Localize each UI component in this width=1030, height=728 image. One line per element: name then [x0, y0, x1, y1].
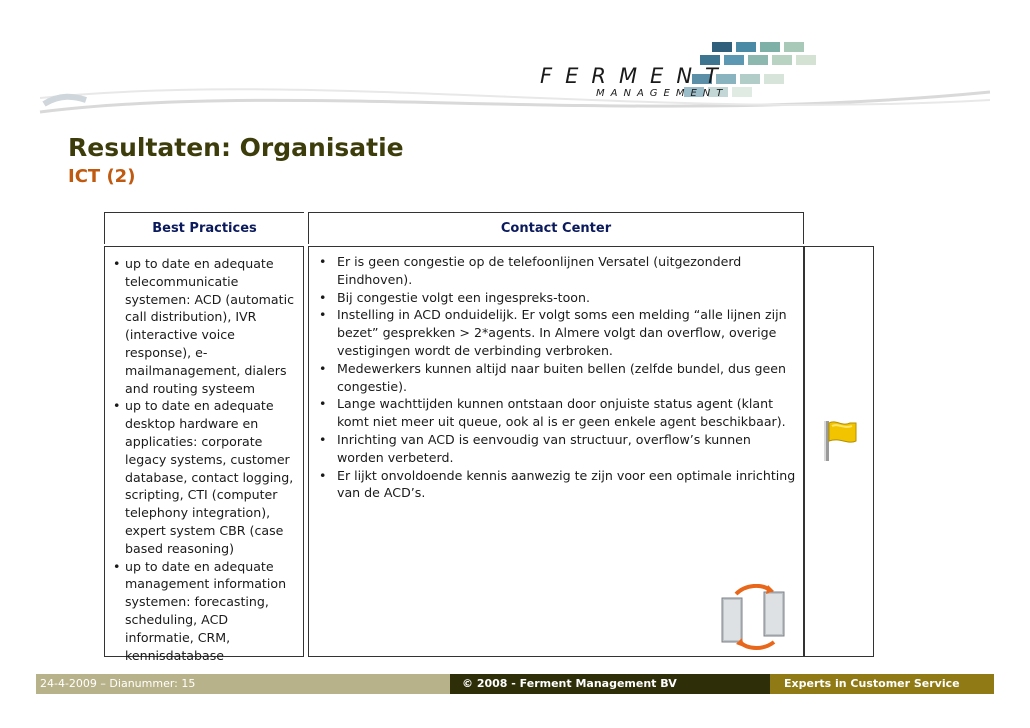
logo-tagline: MANAGEMENT: [596, 88, 729, 99]
best-practice-item: • up to date en adequate management information systemen: forecasting, scheduling, ACD informatie, CRM, kennisdatabase: [111, 558, 297, 665]
page-subtitle: ICT (2): [68, 166, 136, 187]
contact-center-item: • Instelling in ACD onduidelijk. Er volgt soms een melding “alle lijnen zijn bezet” gesprekken > 2*agents. In Almere volgt dan overflow, overige vestigingen wordt de verbinding verbroken.: [317, 306, 797, 359]
header-contact-center: Contact Center: [308, 212, 804, 244]
footer-copyright: © 2008 - Ferment Management BV: [450, 674, 770, 694]
contact-center-item: • Inrichting van ACD is eenvoudig van structuur, overflow’s kunnen worden verbeterd.: [317, 431, 797, 467]
header-swoosh: [0, 0, 1030, 140]
best-practice-item: • up to date en adequate desktop hardware en applicaties: corporate legacy systems, customer database, contact logging, scripting, CTI (computer telephony integration), expert system CBR (case based reasoning): [111, 397, 297, 557]
contact-center-item: • Er lijkt onvoldoende kennis aanwezig te zijn voor een optimale inrichting van de ACD’s.: [317, 467, 797, 503]
page-title: Resultaten: Organisatie: [68, 133, 404, 162]
header-best-practices: Best Practices: [104, 212, 304, 244]
servers-sync-icon: [718, 584, 790, 650]
flag-icon: [820, 417, 860, 463]
best-practice-item: • up to date en adequate telecommunicatie systemen: ACD (automatic call distribution), IVR (interactive voice response), e-mailmanagement, dialers and routing systeem: [111, 255, 297, 397]
footer-date-slide: 24-4-2009 – Dianummer: 15: [40, 677, 196, 690]
ferment-logo: [520, 38, 850, 108]
logo-wordmark: FERMENT: [540, 64, 731, 88]
footer-tagline: Experts in Customer Service: [770, 674, 994, 694]
contact-center-item: • Er is geen congestie op de telefoonlijnen Versatel (uitgezonderd Eindhoven).: [317, 253, 797, 289]
contact-center-item: • Medewerkers kunnen altijd naar buiten bellen (zelfde bundel, dus geen congestie).: [317, 360, 797, 396]
footer-bar: [36, 674, 994, 694]
best-practices-column: [104, 246, 304, 663]
contact-center-item: • Lange wachttijden kunnen ontstaan door onjuiste status agent (klant komt niet meer uit queue, ook al is er geen enkele agent beschikbaar).: [317, 395, 797, 431]
contact-center-item: • Bij congestie volgt een ingespreks-toon.: [317, 289, 797, 307]
